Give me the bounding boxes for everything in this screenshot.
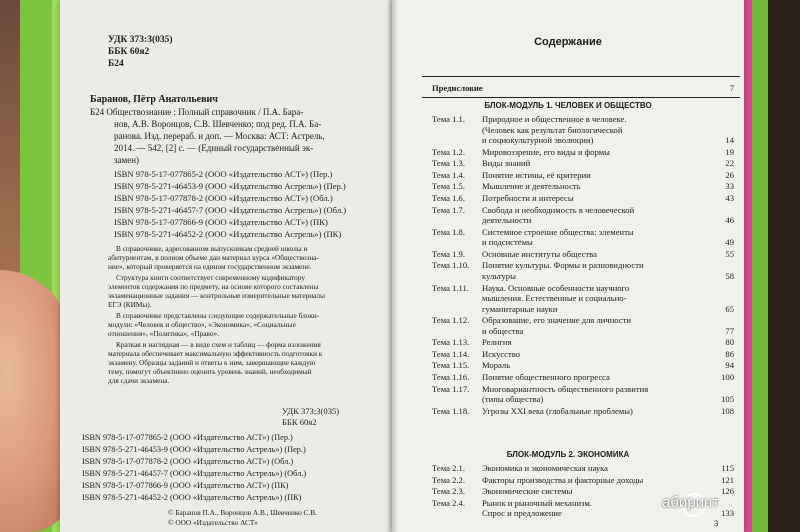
toc-entry-title: мышления. Естественные и социально- xyxy=(482,293,627,303)
toc-page-number: 58 xyxy=(725,270,734,281)
toc-page-number: 49 xyxy=(725,237,734,248)
isbn-line: ISBN 978-5-271-46452-2 (ООО «Издательство Астрель») (ПК) xyxy=(82,493,302,502)
right-page xyxy=(392,0,744,532)
biblio-line: Б24 Обществознание : Полный справочник / П.А. Бара- xyxy=(90,107,304,117)
annotation-line: материала обеспечивает максимальную эффективность подготовки к xyxy=(108,349,323,358)
toc-entry-title: Экономика и экономическая наука xyxy=(482,463,608,473)
toc-entry-title: Угрозы XXI века (глобальные проблемы) xyxy=(482,405,633,416)
toc-entry-title: Рынок и рыночный механизм. xyxy=(482,497,592,508)
toc-entry-title: Понятие истины, её критерии xyxy=(482,169,591,180)
toc-tema-number: Тема 2.3. xyxy=(432,486,465,497)
b24: Б24 xyxy=(108,59,124,69)
toc-page-number: 26 xyxy=(725,169,734,180)
toc-page-number: 55 xyxy=(725,248,734,259)
block-heading-2: БЛОК-МОДУЛЬ 2. ЭКОНОМИКА xyxy=(506,450,630,459)
annotation-line: Краткая и наглядная — в виде схем и таблиц — форма изложения xyxy=(116,340,321,349)
annotation-line: абитуриентам, в полном объеме дан материал курса «Обществозна- xyxy=(108,253,319,262)
toc-tema-number: Тема 1.8. xyxy=(432,226,465,237)
table-surface xyxy=(768,0,800,532)
toc-tema-number: Тема 1.2. xyxy=(432,146,465,157)
toc-page-number: 19 xyxy=(725,146,734,157)
copyright-line: © Баранов П.А., Воронцов А.В., Шевченко С.В. xyxy=(168,508,317,517)
toc-tema-number: Тема 1.11. xyxy=(432,282,469,293)
isbn-line: ISBN 978-5-271-46457-7 (ООО «Издательство Астрель») (Обл.) xyxy=(114,205,347,215)
toc-tema-number: Тема 1.18. xyxy=(432,405,470,416)
isbn-line: ISBN 978-5-17-077865-2 (ООО «Издательство АСТ») (Пер.) xyxy=(82,433,293,442)
toc-page-number: 115 xyxy=(721,463,734,473)
toc-tema-number: Тема 1.12. xyxy=(432,315,470,326)
toc-entry-title: Основные институты общества xyxy=(482,248,597,259)
toc-entry-title: Мышление и деятельность xyxy=(482,181,581,192)
page-number: 3 xyxy=(714,518,719,528)
toc-page-number: 80 xyxy=(725,337,734,348)
toc-entry-title: и подсистемы xyxy=(482,237,533,248)
toc-page-number: 33 xyxy=(725,181,734,192)
toc-entry-title: деятельности xyxy=(482,215,532,226)
toc-page-number: 43 xyxy=(725,193,734,203)
udk-bottom: УДК 373:3(035) xyxy=(282,406,340,416)
biblio-line: нов, А.В. Воронцов, С.В. Шевченко; под ред. П.А. Ба- xyxy=(114,119,322,129)
toc-page-number: 133 xyxy=(721,508,734,519)
udk: УДК 373:3(035) xyxy=(108,35,173,45)
toc-page-number: 14 xyxy=(725,135,734,145)
bbk-bottom: ББК 60я2 xyxy=(282,417,317,427)
toc-tema-number: Тема 2.1. xyxy=(432,463,465,473)
bbk: ББК 60я2 xyxy=(108,47,150,57)
toc-entry-title: Свобода и необходимость в человеческой xyxy=(482,204,635,215)
toc-entry-title: Понятие культуры. Формы и разновидности xyxy=(482,260,644,271)
isbn-line: ISBN 978-5-17-077878-2 (ООО «Издательство АСТ») (Обл.) xyxy=(114,193,333,203)
watermark: абиринт xyxy=(662,494,720,511)
annotation-line: элементов содержания по предмету, на основе которого составлены xyxy=(108,282,319,291)
preface-page: 7 xyxy=(729,83,734,93)
annotation-line: экзамену. Образцы заданий и ответы к ним, завершающие каждую xyxy=(108,358,316,367)
isbn-line: ISBN 978-5-17-077865-2 (ООО «Издательство АСТ») (Пер.) xyxy=(114,169,333,179)
toc-page-number: 100 xyxy=(721,372,734,382)
biblio-line: замен) xyxy=(114,155,140,165)
toc-entry-title: Образование, его значение для личности xyxy=(482,315,631,326)
isbn-line: ISBN 978-5-271-46453-9 (ООО «Издательство Астрель») (Пер.) xyxy=(82,445,306,454)
toc-page-number: 105 xyxy=(721,394,734,405)
toc-entry-title: и общества xyxy=(482,325,524,336)
toc-tema-number: Тема 1.1. xyxy=(432,114,465,124)
book-gutter xyxy=(386,0,398,532)
toc-tema-number: Тема 1.9. xyxy=(432,248,465,259)
block-heading-1: БЛОК-МОДУЛЬ 1. ЧЕЛОВЕК И ОБЩЕСТВО xyxy=(484,101,652,110)
toc-tema-number: Тема 1.13. xyxy=(432,337,470,348)
toc-tema-number: Тема 1.5. xyxy=(432,181,465,192)
toc-tema-number: Тема 1.4. xyxy=(432,169,465,180)
toc-entry-title: Системное строение общества: элементы xyxy=(482,226,634,237)
annotation-line: Структура книги соответствует современному кодификатору xyxy=(116,273,305,282)
toc-entry-title: Спрос и предложение xyxy=(482,508,562,519)
toc-tema-number: Тема 1.6. xyxy=(432,193,465,203)
annotation-line: экзаменационные задания — контрольные измерительные материалы xyxy=(108,291,325,300)
toc-tema-number: Тема 1.7. xyxy=(432,204,465,215)
toc-tema-number: Тема 1.17. xyxy=(432,383,470,394)
annotation-line: тему, помогут объективно оценить уровень знаний, необходимый xyxy=(108,367,312,376)
toc-tema-number: Тема 2.4. xyxy=(432,497,465,508)
annotation-line: модули: «Человек и общество», «Экономика», «Социальные xyxy=(108,320,296,329)
isbn-line: ISBN 978-5-271-46452-2 (ООО «Издательство Астрель») (ПК) xyxy=(114,229,342,239)
isbn-line: ISBN 978-5-17-077866-9 (ООО «Издательство АСТ») (ПК) xyxy=(114,217,328,227)
toc-tema-number: Тема 1.10. xyxy=(432,260,470,271)
copyright-line: © ООО «Издательство АСТ» xyxy=(168,518,258,527)
toc-tema-number: Тема 1.14. xyxy=(432,348,470,359)
toc-page-number: 77 xyxy=(725,325,734,336)
toc-page-number: 86 xyxy=(725,348,734,359)
toc-entry-title: Понятие общественного прогресса xyxy=(482,372,610,382)
book-cover-right xyxy=(752,0,768,532)
toc-entry-title: Природное и общественное в человеке. xyxy=(482,114,627,124)
toc-entry-title: Искусство xyxy=(482,348,521,359)
annotation-line: ЕГЭ (КИМы). xyxy=(108,300,152,309)
contents-title: Содержание xyxy=(534,36,602,48)
divider xyxy=(422,76,740,77)
toc-entry-title: (Человек как результат биологической xyxy=(482,124,623,135)
toc-entry-title: Мировоззрение, его виды и формы xyxy=(482,146,610,157)
toc-entry-title: Экономические системы xyxy=(482,486,573,497)
toc-tema-number: Тема 1.16. xyxy=(432,372,470,382)
toc-entry-title: (типы общества) xyxy=(482,394,544,405)
toc-entry-title: Религия xyxy=(482,337,512,348)
toc-page-number: 94 xyxy=(725,360,734,371)
isbn-line: ISBN 978-5-271-46457-7 (ООО «Издательство Астрель») (Обл.) xyxy=(82,469,307,478)
annotation-line: ние», который проверяется на едином государственном экзамене. xyxy=(108,262,312,271)
biblio-line: ранова. Изд. перераб. и доп. — Москва: АСТ: Астрель, xyxy=(114,131,325,141)
author: Баранов, Пётр Анатольевич xyxy=(90,94,218,105)
biblio-line: 2014. — 542, [2] с. — (Единый государственный эк- xyxy=(114,143,314,153)
annotation-line: В справочнике, адресованном выпускникам средней школы и xyxy=(116,244,308,253)
left-page xyxy=(60,0,392,532)
isbn-line: ISBN 978-5-17-077866-9 (ООО «Издательство АСТ») (ПК) xyxy=(82,481,289,490)
toc-entry-title: Наука. Основные особенности научного xyxy=(482,282,630,293)
toc-entry-title: Потребности и интересы xyxy=(482,193,574,203)
toc-page-number: 126 xyxy=(721,486,734,497)
toc-tema-number: Тема 1.3. xyxy=(432,158,465,169)
annotation-line: отношения», «Политика», «Право». xyxy=(108,329,220,338)
annotation-line: для сдачи экзамена. xyxy=(108,376,170,385)
toc-page-number: 22 xyxy=(725,158,734,169)
toc-entry-title: гуманитарные науки xyxy=(482,303,558,314)
isbn-line: ISBN 978-5-271-46453-9 (ООО «Издательство Астрель») (Пер.) xyxy=(114,181,346,191)
toc-entry-title: и социокультурной эволюции) xyxy=(482,135,594,145)
toc-entry-title: Виды знаний xyxy=(482,158,531,169)
isbn-line: ISBN 978-5-17-077878-2 (ООО «Издательство АСТ») (Обл.) xyxy=(82,457,294,466)
toc-entry-title: Многовариантность общественного развития xyxy=(482,383,649,394)
toc-page-number: 108 xyxy=(721,405,734,416)
toc-entry-title: культуры xyxy=(482,270,516,281)
toc-page-number: 46 xyxy=(725,215,734,226)
toc-page-number: 65 xyxy=(725,303,734,314)
toc-entry-title: Мораль xyxy=(482,360,511,371)
annotation-line: В справочнике представлены следующие содержательные блоки- xyxy=(116,311,320,320)
toc-entry-title: Факторы производства и факторные доходы xyxy=(482,474,644,485)
toc-tema-number: Тема 1.15. xyxy=(432,360,470,371)
divider xyxy=(422,97,740,98)
toc-tema-number: Тема 2.2. xyxy=(432,474,465,485)
preface-label: Предисловие xyxy=(432,83,483,93)
toc-page-number: 121 xyxy=(721,474,734,485)
